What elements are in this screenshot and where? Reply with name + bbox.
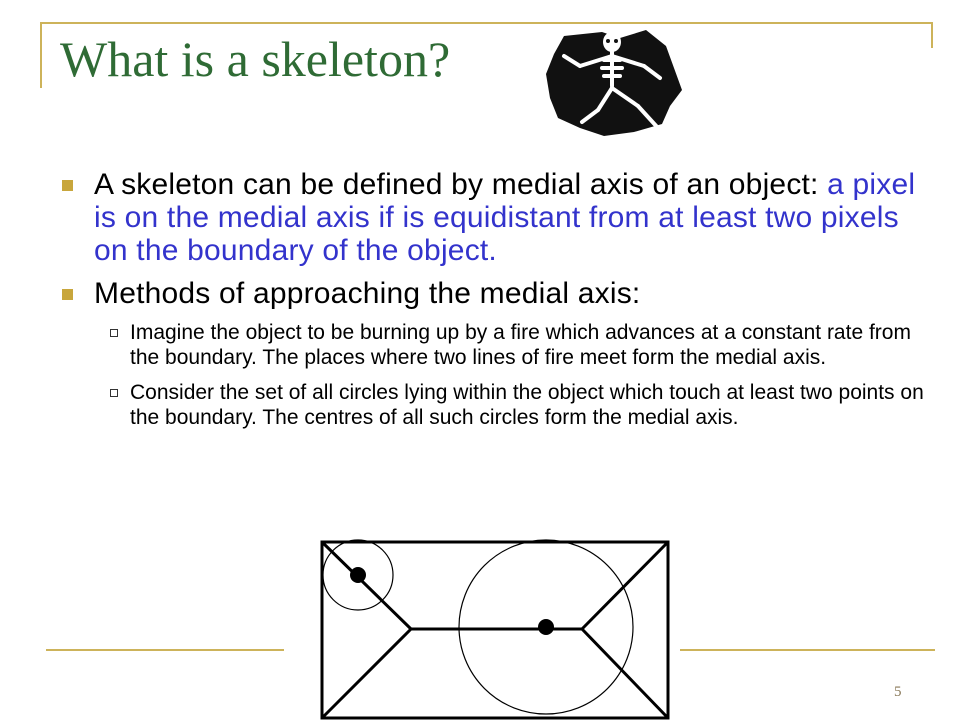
circles-text: Consider the set of all circles lying within the object which touch at least two points on the boundary. The centres of all such circles form the medial axis. <box>130 381 924 429</box>
hollow-square-icon <box>110 389 118 397</box>
fire-text: Imagine the object to be burning up by a fire which advances at a constant rate from the boundary. The places where two lines of fire meet form the medial axis. <box>130 321 911 369</box>
slide-title: What is a skeleton? <box>60 31 451 87</box>
skeleton-clipart <box>542 28 688 140</box>
bullet-definition <box>60 168 940 267</box>
right-rule <box>931 22 933 48</box>
page-number: 5 <box>894 684 902 700</box>
medial-axis-diagram <box>285 525 680 720</box>
hollow-square-icon <box>110 329 118 337</box>
left-rule <box>40 22 42 88</box>
footer-rule-right <box>680 649 935 651</box>
bullet-list <box>60 168 940 440</box>
methods-text: Methods of approaching the medial axis: <box>94 277 641 310</box>
bullet-methods <box>60 277 940 310</box>
subbullet-fire <box>60 320 940 370</box>
definition-text: A skeleton can be defined by medial axis of an object: <box>94 168 828 201</box>
bullet-square-icon <box>62 289 73 300</box>
top-rule <box>40 22 933 24</box>
bullet-square-icon <box>62 180 73 191</box>
definition-highlight: a pixel is on the medial axis if is equidistant from at least two pixels on the boundary of the object. <box>94 168 916 267</box>
subbullet-circles <box>60 380 940 430</box>
footer-rule-left <box>46 649 284 651</box>
